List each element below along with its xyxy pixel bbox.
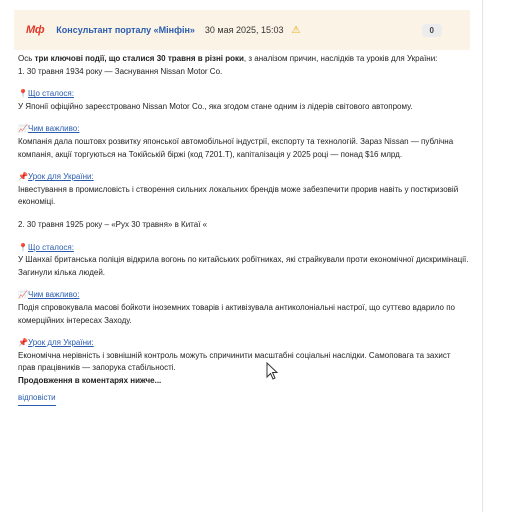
post bbox=[14, 10, 470, 406]
event2-lesson-title: 📌Урок для України: bbox=[18, 337, 470, 350]
pushpin-icon: 📌 bbox=[18, 172, 28, 182]
event2-why-text: Подія спровокувала масові бойкоти іноземних товарів і активізувала антиколоніальні настрої, що суттєво вдарило по комерційних інтересах Заходу. bbox=[18, 302, 455, 325]
scroll-divider bbox=[482, 0, 483, 512]
pin-icon: 📍 bbox=[18, 242, 28, 252]
event1-what-title: 📍Що сталося: bbox=[18, 88, 470, 101]
mouse-cursor-icon bbox=[266, 362, 278, 380]
event1-what-text: У Японії офіційно зареєстровано Nissan Motor Co., яка згодом стане одним із лідерів світового автопрому. bbox=[18, 101, 413, 111]
event2-what-title: 📍Що сталося: bbox=[18, 242, 470, 255]
post-body bbox=[14, 53, 470, 406]
intro: Ось три ключові події, що сталися 30 травня в різні роки, з аналізом причин, наслідків та уроків для України: bbox=[18, 54, 438, 63]
event2-what-text: У Шанхаї британська поліція відкрила вогонь по китайських робітниках, які страйкували проти економічної дискримінації. Загинули кілька людей. bbox=[18, 255, 469, 277]
pushpin-icon: 📌 bbox=[18, 338, 28, 348]
warning-icon: ⚠ bbox=[291, 24, 301, 36]
post-header bbox=[14, 10, 470, 50]
event1-lesson-title: 📌Урок для України: bbox=[18, 171, 470, 184]
event1-why-title: 📈Чим важливо: bbox=[18, 123, 470, 136]
rating-counter[interactable]: 0 bbox=[422, 24, 442, 37]
chart-icon: 📈 bbox=[18, 290, 28, 300]
event1-heading: 1. 30 травня 1934 року — Заснування Nissan Motor Co. bbox=[18, 66, 223, 76]
minfin-logo: Мф bbox=[26, 24, 45, 36]
continue-note: Продовження в коментарях нижче... bbox=[18, 375, 162, 385]
event1-lesson-text: Інвестування в промисловість і створення сильних локальних брендів може забезпечити прорив навіть у посткризовій економіці. bbox=[18, 184, 459, 207]
event1-why-text: Компанія дала поштовх розвитку японської автомобільної індустрії, експорту та технологій. Зараз Nissan — публічна компанія, акції торгуються на Токійській біржі (код 7201.T), капіталізація у 2025 році — понад $16 млрд. bbox=[18, 136, 454, 159]
event2-lesson-text: Економічна нерівність і зовнішній контроль можуть спричинити масштабні соціальні наслідки. Самоповага та захист прав працівників — запорука стабільності. bbox=[18, 350, 451, 373]
event2-heading: 2. 30 травня 1925 року – «Рух 30 травня» в Китаї « bbox=[18, 219, 208, 229]
reply-link[interactable]: відповісти bbox=[18, 392, 56, 406]
chart-icon: 📈 bbox=[18, 124, 28, 134]
post-date: 30 мая 2025, 15:03 bbox=[204, 25, 284, 35]
author-link[interactable]: Консультант порталу «Мінфін» bbox=[56, 25, 195, 35]
pin-icon: 📍 bbox=[18, 89, 28, 99]
event2-why-title: 📈Чим важливо: bbox=[18, 289, 470, 302]
